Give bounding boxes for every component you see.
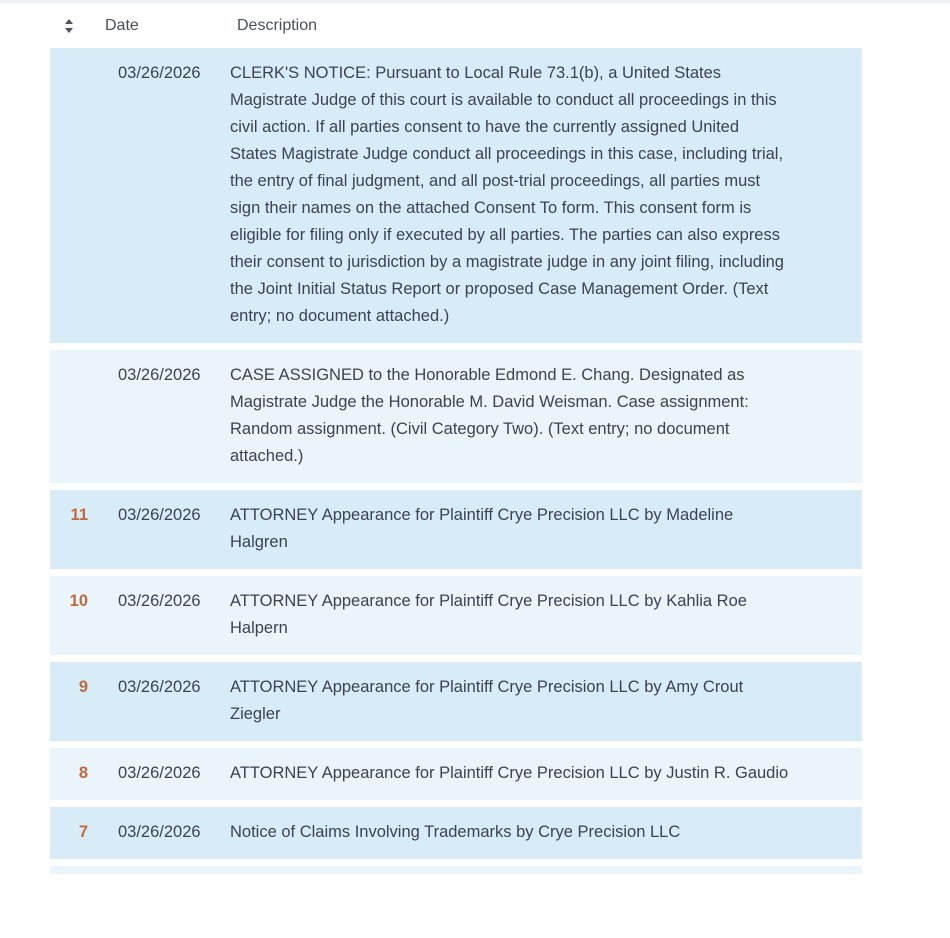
table-header [50,10,862,42]
partial-next-row [50,866,862,874]
entry-description: ATTORNEY Appearance for Plaintiff Crye Precision LLC by Amy Crout Ziegler [230,678,744,723]
entry-date: 03/26/2026 [118,764,201,782]
entry-description: ATTORNEY Appearance for Plaintiff Crye Precision LLC by Madeline Halgren [230,506,734,551]
entry-number-link[interactable]: 9 [78,678,88,696]
docket-entry-row [50,576,862,655]
entry-date: 03/26/2026 [118,506,201,524]
docket-table [50,10,862,874]
docket-table-body [50,48,862,859]
entry-number-link[interactable]: 8 [78,764,88,782]
entry-description: ATTORNEY Appearance for Plaintiff Crye Precision LLC by Kahlia Roe Halpern [230,592,747,637]
docket-entry-row [50,48,862,343]
date-column-header: Date [105,17,139,34]
entry-description: CASE ASSIGNED to the Honorable Edmond E. Chang. Designated as Magistrate Judge the Honorable M. David Weisman. Case assignment: Random assignment. (Civil Category Two). (Text entry; no document attached.) [230,366,749,465]
entry-date: 03/26/2026 [118,64,201,82]
docket-entry-row [50,490,862,569]
entry-number-link[interactable]: 10 [69,592,88,610]
description-column-header: Description [237,17,318,34]
entry-number-link[interactable]: 7 [78,823,88,841]
entry-date: 03/26/2026 [118,366,201,384]
entry-date: 03/26/2026 [118,592,201,610]
docket-entry-row [50,662,862,741]
docket-entry-row [50,748,862,800]
entry-number-link[interactable]: 11 [70,506,88,524]
entry-number-sort-button[interactable] [50,18,88,34]
docket-entry-row [50,807,862,859]
entry-description: Notice of Claims Involving Trademarks by Crye Precision LLC [230,823,681,841]
entry-description: CLERK'S NOTICE: Pursuant to Local Rule 73.1(b), a United States Magistrate Judge of this court is available to conduct all proceedings in this civil action. If all parties consent to have the currently assigned United States Magistrate Judge conduct all proceedings in this case, including trial, the entry of final judgment, and all post-trial proceedings, all parties must sign their names on the attached Consent To form. This consent form is eligible for filing only if executed by all parties. The parties can also express their consent to jurisdiction by a magistrate judge in any joint filing, including the Joint Initial Status Report or proposed Case Management Order. (Text entry; no document attached.) [230,64,784,325]
docket-entry-row [50,350,862,483]
entry-date: 03/26/2026 [118,823,201,841]
sort-icon [64,18,74,34]
entry-date: 03/26/2026 [118,678,201,696]
entry-description: ATTORNEY Appearance for Plaintiff Crye Precision LLC by Justin R. Gaudio [230,764,789,782]
